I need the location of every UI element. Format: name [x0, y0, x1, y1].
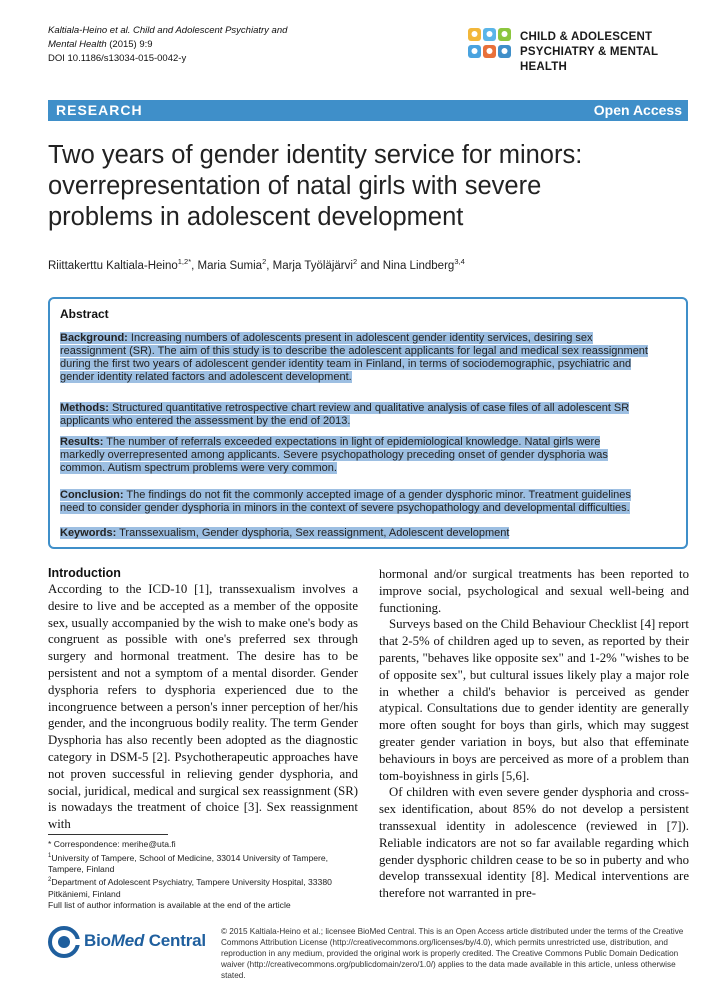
- article-title: Two years of gender identity service for minors: overrepresentation of natal girls with severe problems in adolescent development: [48, 141, 583, 231]
- body-column-left: [48, 566, 358, 833]
- footnotes: [48, 839, 358, 912]
- body-paragraph: Of children with even severe gender dysphoria and cross-sex identification, about 85% do not develop a persistent transsexual identity in adolescence (reviewed in [7]). Reliable indicators are not so far available regarding which gender dysphoric children cease to be so in puberty and who develop transsexual identity [8]. Medical interventions are therefore not warranted in pre-: [379, 785, 689, 901]
- citation-block: [48, 24, 287, 66]
- affiliation-2: $^2$Department of Adolescent Psychiatry, Tampere University Hospital, 33380 Pitkäniemi, Finland: [48, 877, 332, 899]
- journal-logo-icon: [466, 26, 514, 64]
- citation-line-1: Kaltiala-Heino et al. Child and Adolescent Psychiatry and: [48, 25, 288, 36]
- biomed-central-logo-icon: [48, 926, 80, 958]
- abstract-box: [48, 297, 688, 549]
- author-info-note: Full list of author information is available at the end of the article: [48, 900, 291, 911]
- license-text: © 2015 Kaltiala-Heino et al.; licensee BioMed Central. This is an Open Access article distributed under the terms of the Creative Commons Attribution License (http://creativecommons.org/licenses/by/4.0), which permits unrestricted use, distribution, and reproduction in any medium, provided the original work is properly credited. The Creative Commons Public Domain Dedication waiver (http://creativecommons.org/publicdomain/zero/1.0/) applies to the data made available in this article, unless otherwise stated.: [221, 927, 684, 980]
- publisher-name: BioMed Central: [84, 931, 206, 950]
- abstract-keywords[interactable]: Keywords: Transsexualism, Gender dysphoria, Sex reassignment, Adolescent development: [60, 527, 510, 539]
- article-type-label: RESEARCH: [56, 102, 143, 118]
- page-header: [48, 24, 688, 84]
- correspondence-note[interactable]: * Correspondence: merihe@uta.fi: [48, 839, 176, 849]
- affiliation-1: $^1$University of Tampere, School of Medicine, 33014 University of Tampere, Tampere, Finland: [48, 852, 329, 874]
- section-heading-introduction: Introduction: [48, 566, 121, 580]
- open-access-label: Open Access: [593, 102, 682, 118]
- abstract-heading: Abstract: [60, 307, 109, 321]
- abstract-background[interactable]: Background: Increasing numbers of adolescents present in adolescent gender identity services, desiring sex reassignment (SR). The aim of this study is to describe the adolescent applicants for legal and medical sex reassignment during the first two years of adolescent gender identity team in Finland, in terms of sociodemographic, psychiatric and gender identity related factors and adolescent development.: [60, 332, 648, 383]
- citation-volume: (2015) 9:9: [106, 39, 153, 50]
- body-paragraph: Surveys based on the Child Behaviour Checklist [4] report that 2-5% of children aged up to seven, as reported by their parents, "behaves like opposite sex" and 1-2% "wishes to be of opposite sex", but cultural issues likely play a major role in whether a child's behavior is perceived as gender atypical. Consultations due to gender identity are generally more often sought for boys than girls, which may suggest greater gender variation in boys, but also that effeminate behaviours in boys are perceived as more of a problem than tom-boyishness in girls [5,6].: [379, 617, 689, 783]
- body-column-right: [379, 566, 689, 902]
- abstract-methods[interactable]: Methods: Structured quantitative retrospective chart review and qualitative analysis of case files of all adolescent SR applicants who entered the assessment by the end of 2013.: [60, 402, 630, 427]
- body-paragraph: According to the ICD-10 [1], transsexualism involves a desire to live and be accepted as a member of the opposite sex, usually accompanied by the wish to make one's body as congruent as possible with one's preferred sex through surgery and hormonal treatment. The desire has to be persistent and not a symptom of a mental disorder. Gender dysphoria refers to dysphoria experienced due to the incongruence between a person's inner perception of her/his gender, and the incongruous bodily reality. The term Gender Dysphoria has also recently been adopted as the diagnostic category in DSM-5 [2]. Psychotherapeutic approaches have not proven successful in relieving gender dysphoria, and social, juridical, medical and surgical sex reassignment (SR) is nowadays the treatment of choice [3]. Sex reassignment with: [48, 582, 358, 832]
- publisher-logo: [48, 926, 218, 960]
- journal-name: CHILD & ADOLESCENT PSYCHIATRY & MENTAL HEALTH: [520, 31, 658, 73]
- author-list: Riittakerttu Kaltiala-Heino$^{1,2*}$, Maria Sumia$^2$, Marja Työläjärvi$^2$ and Nina Lindberg$^{3,4}$: [48, 257, 465, 272]
- abstract-results[interactable]: Results: The number of referrals exceeded expectations in light of epidemiological knowledge. Natal girls were markedly overrepresented among applicants. Severe psychopathology preceding onset of gender dysphoria was common. Autism spectrum problems were very common.: [60, 436, 608, 474]
- article-type-bar: [48, 100, 688, 121]
- citation-doi: DOI 10.1186/s13034-015-0042-y: [48, 53, 187, 64]
- body-paragraph: hormonal and/or surgical treatments has been reported to improve social, psychological and sexual well-being and functioning.: [379, 567, 689, 615]
- footnote-divider: [48, 834, 168, 835]
- citation-journal: Mental Health: [48, 39, 107, 50]
- abstract-conclusion[interactable]: Conclusion: The findings do not fit the commonly accepted image of a gender dysphoric minor. Treatment guidelines need to consider gender dysphoria in minors in the context of severe psychopathology and developmental difficulties.: [60, 489, 631, 514]
- journal-brand: [466, 26, 696, 73]
